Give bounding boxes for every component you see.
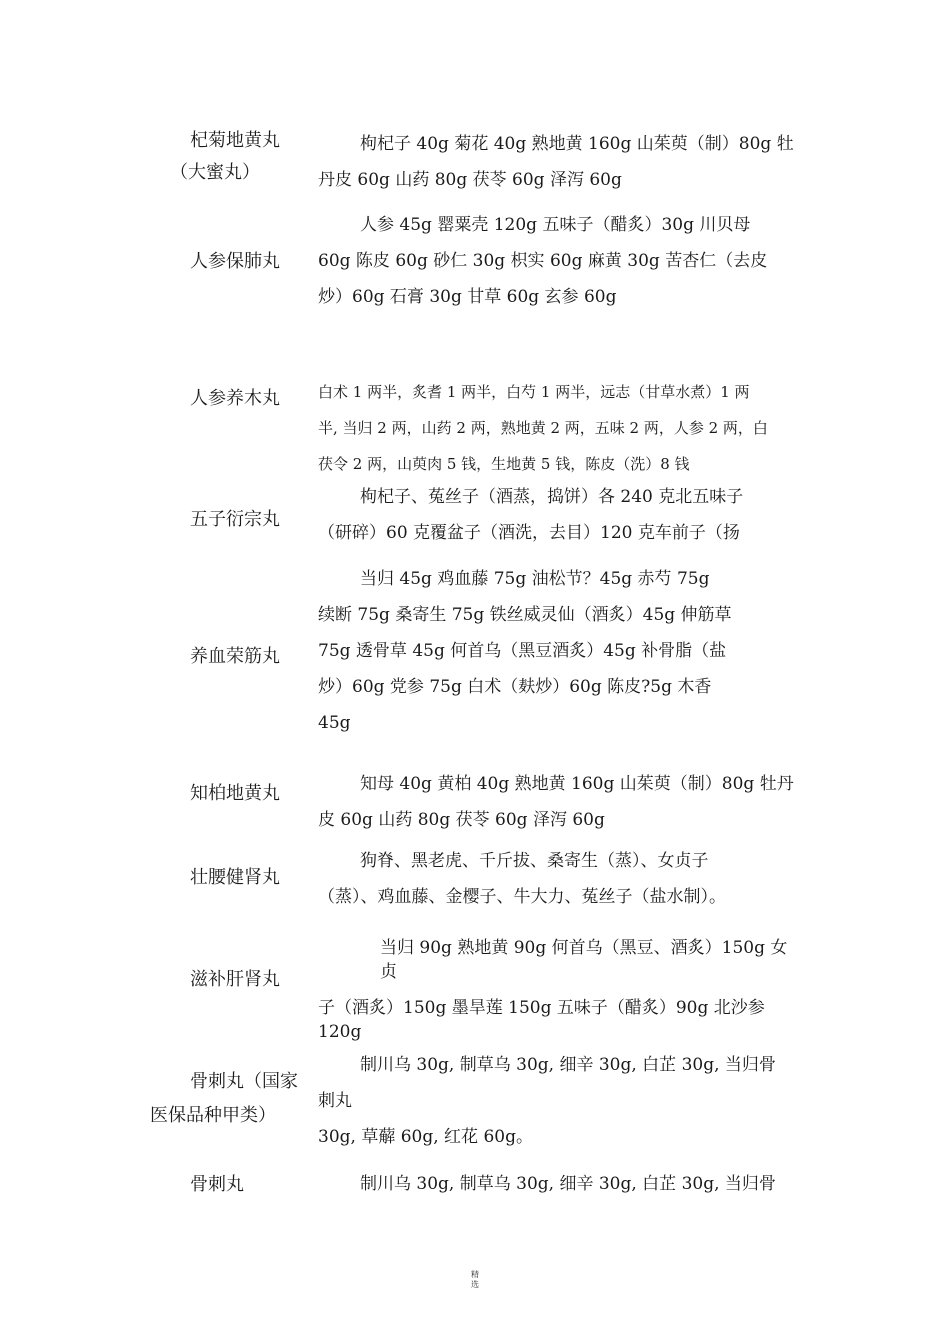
- entry-prescription: 当归 90g 熟地黄 90g 何首乌（黑豆、酒炙）150g 女 贞 子（酒炙）150g 墨旱莲 150g 五味子（醋炙）90g 北沙参 120g: [318, 938, 788, 1042]
- entry-name: 滋补肝肾丸: [190, 969, 280, 990]
- page-footer: 精 选: [471, 1270, 479, 1289]
- entry-prescription: 制川乌 30g, 制草乌 30g, 细辛 30g, 白芷 30g, 当归骨: [360, 1174, 776, 1194]
- entry-name: 五子衍宗丸: [190, 509, 280, 530]
- entry-prescription: 制川乌 30g, 制草乌 30g, 细辛 30g, 白芷 30g, 当归骨 刺丸 30g, 草薢 60g, 红花 60g。: [318, 1055, 776, 1147]
- entry-prescription: 狗脊、黑老虎、千斤拔、桑寄生（蒸）、女贞子 （蒸）、鸡血藤、金樱子、牛大力、菟丝子（盐水制）。: [318, 851, 726, 907]
- entry-prescription: 知母 40g 黄柏 40g 熟地黄 160g 山茱萸（制）80g 牡丹 皮 60g 山药 80g 茯苓 60g 泽泻 60g: [318, 774, 794, 830]
- entry-prescription: 白术 1 两半，炙耆 1 两半，白芍 1 两半，远志（甘草水煮）1 两 半, 当归 2 两，山药 2 两，熟地黄 2 两，五味 2 两，人参 2 两，白 茯令 2 两，山萸肉 5 钱，生地黄 5 钱，陈皮（洗）8 钱: [318, 383, 768, 473]
- entry-name: 人参养木丸: [190, 388, 280, 409]
- entry-prescription: 当归 45g 鸡血藤 75g 油松节？45g 赤芍 75g 续断 75g 桑寄生 75g 铁丝威灵仙（酒炙）45g 伸筋草 75g 透骨草 45g 何首乌（黑豆酒炙）45g 补骨脂（盐 炒）60g 党参 75g 白术（麸炒）60g 陈皮?5g 木香 45g: [318, 569, 732, 733]
- entry-prescription: 枸杞子、菟丝子（酒蒸，捣饼）各 240 克北五味子 （研碎）60 克覆盆子（酒洗，去目）120 克车前子（扬: [318, 487, 744, 543]
- entry-name: 知柏地黄丸: [190, 783, 280, 804]
- entry-prescription: 枸杞子 40g 菊花 40g 熟地黄 160g 山茱萸（制）80g 牡 丹皮 60g 山药 80g 茯苓 60g 泽泻 60g: [318, 134, 794, 190]
- entry-prescription: 人参 45g 罂粟壳 120g 五味子（醋炙）30g 川贝母 60g 陈皮 60g 砂仁 30g 枳实 60g 麻黄 30g 苦杏仁（去皮 炒）60g 石膏 30g 甘草 60g 玄参 60g: [318, 215, 768, 307]
- entry-name: 骨刺丸: [190, 1174, 244, 1195]
- entry-name: 杞菊地黄丸 （大蜜丸）: [170, 130, 280, 183]
- entry-name: 骨刺丸（国家 医保品种甲类）: [150, 1071, 298, 1126]
- entry-name: 人参保肺丸: [190, 251, 280, 272]
- entry-name: 壮腰健肾丸: [190, 867, 280, 888]
- entry-name: 养血荣筋丸: [190, 646, 280, 667]
